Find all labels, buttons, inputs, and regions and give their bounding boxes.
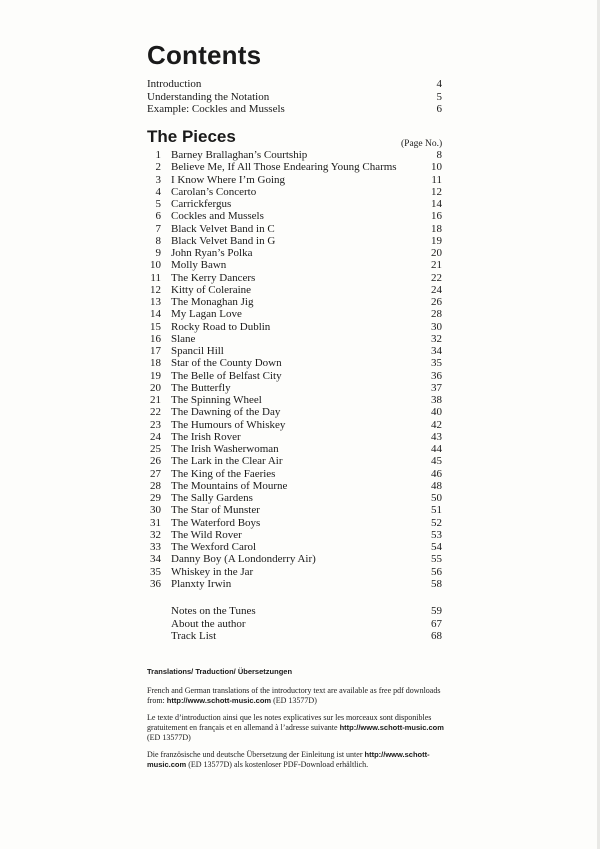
- intro-row[interactable]: [147, 78, 442, 91]
- piece-number: 11: [150, 271, 161, 284]
- page-number-header: (Page No.): [401, 139, 443, 149]
- piece-number: 3: [155, 173, 161, 186]
- piece-page-number: 21: [431, 259, 442, 272]
- piece-row[interactable]: [147, 492, 442, 504]
- piece-page-number: 42: [431, 418, 442, 431]
- piece-title: Kitty of Coleraine: [171, 283, 252, 296]
- piece-number: 29: [150, 492, 161, 504]
- piece-title: The Mountains of Mourne: [171, 479, 288, 492]
- piece-number: 18: [150, 357, 161, 370]
- piece-row[interactable]: [147, 431, 442, 443]
- piece-title: John Ryan’s Polka: [171, 247, 253, 259]
- piece-number: 33: [150, 541, 161, 553]
- piece-number: 15: [150, 320, 161, 333]
- english-edition-ref: (ED 13577D): [271, 696, 317, 705]
- piece-number: 4: [155, 185, 161, 198]
- intro-label: Introduction: [147, 78, 202, 90]
- extra-row[interactable]: [171, 618, 442, 631]
- translations-section: [147, 667, 447, 777]
- intro-label: Understanding the Notation: [147, 90, 270, 103]
- intro-label: Example: Cockles and Mussels: [147, 103, 285, 115]
- piece-page-number: 32: [431, 332, 442, 345]
- piece-title: The Irish Washerwoman: [171, 443, 279, 455]
- piece-page-number: 14: [431, 198, 442, 210]
- piece-row[interactable]: [147, 566, 442, 578]
- piece-number: 14: [150, 308, 161, 321]
- piece-row[interactable]: [147, 210, 442, 222]
- piece-title: The Monaghan Jig: [171, 296, 254, 308]
- piece-number: 16: [150, 332, 161, 345]
- piece-row[interactable]: [147, 308, 442, 320]
- piece-row[interactable]: [147, 419, 442, 431]
- piece-title: The Belle of Belfast City: [171, 369, 282, 382]
- piece-page-number: 37: [431, 381, 442, 394]
- piece-page-number: 12: [431, 185, 442, 198]
- contents-title: Contents: [147, 40, 262, 70]
- piece-row[interactable]: [147, 578, 442, 590]
- piece-page-number: 11: [431, 173, 442, 186]
- piece-number: 34: [150, 553, 161, 566]
- piece-title: Slane: [171, 332, 196, 345]
- german-text: Die französische und deutsche Übersetzung der Einleitung ist unter: [147, 750, 365, 759]
- extra-row[interactable]: [171, 605, 442, 618]
- piece-row[interactable]: [147, 161, 442, 173]
- piece-title: Whiskey in the Jar: [171, 565, 254, 578]
- intro-page-number: 5: [436, 90, 442, 103]
- piece-title: Believe Me, If All Those Endearing Young Charms: [171, 161, 397, 174]
- piece-page-number: 55: [431, 553, 442, 566]
- piece-page-number: 28: [431, 308, 442, 321]
- piece-number: 20: [150, 381, 161, 394]
- piece-page-number: 16: [431, 210, 442, 223]
- french-text: Le texte d’introduction ainsi que les notes explicatives sur les morceaux sont disponibles gratuitement en français et en allemand à l’adresse suivante: [147, 713, 432, 732]
- piece-title: Molly Bawn: [171, 259, 227, 272]
- piece-row[interactable]: [147, 186, 442, 198]
- piece-row[interactable]: [147, 357, 442, 369]
- piece-title: The Waterford Boys: [171, 516, 261, 529]
- piece-page-number: 48: [431, 479, 442, 492]
- piece-title: The Dawning of the Day: [171, 406, 281, 419]
- intro-row[interactable]: [147, 103, 442, 116]
- piece-row[interactable]: [147, 541, 442, 553]
- extra-row[interactable]: [171, 630, 442, 643]
- pieces-list: [147, 149, 442, 590]
- piece-page-number: 19: [431, 234, 442, 247]
- piece-row[interactable]: [147, 455, 442, 467]
- piece-title: Spancil Hill: [171, 345, 224, 357]
- piece-row[interactable]: [147, 529, 442, 541]
- piece-row[interactable]: [147, 259, 442, 271]
- translations-heading: Translations/ Traduction/ Übersetzungen: [147, 667, 293, 676]
- english-text: French and German translations of the introductory text are available as free pdf downloads from:: [147, 686, 441, 705]
- piece-title: The Wexford Carol: [171, 541, 257, 553]
- piece-page-number: 56: [431, 565, 442, 578]
- extras-list: [171, 605, 442, 643]
- piece-number: 36: [150, 577, 161, 590]
- intro-row[interactable]: [147, 91, 442, 104]
- piece-page-number: 30: [431, 320, 442, 333]
- piece-row[interactable]: [147, 235, 442, 247]
- piece-page-number: 43: [431, 430, 442, 443]
- piece-title: I Know Where I’m Going: [171, 173, 286, 186]
- piece-number: 19: [150, 369, 161, 382]
- extra-label: Track List: [171, 630, 217, 642]
- piece-number: 2: [155, 161, 161, 174]
- english-url-link[interactable]: http://www.schott-music.com: [166, 696, 272, 705]
- piece-title: My Lagan Love: [171, 308, 242, 321]
- piece-row[interactable]: [147, 321, 442, 333]
- piece-number: 8: [155, 234, 161, 247]
- piece-number: 21: [150, 394, 161, 406]
- piece-title: The King of the Faeries: [171, 467, 276, 480]
- piece-page-number: 52: [431, 516, 442, 529]
- piece-number: 6: [155, 210, 161, 223]
- piece-title: The Lark in the Clear Air: [171, 455, 283, 468]
- piece-number: 26: [150, 455, 161, 468]
- piece-page-number: 8: [436, 149, 442, 161]
- piece-row[interactable]: [147, 247, 442, 259]
- piece-row[interactable]: [147, 272, 442, 284]
- piece-row[interactable]: [147, 370, 442, 382]
- piece-number: 35: [150, 565, 161, 578]
- piece-number: 25: [150, 443, 161, 455]
- piece-row[interactable]: [147, 517, 442, 529]
- piece-page-number: 36: [431, 369, 442, 382]
- piece-title: Cockles and Mussels: [171, 210, 264, 223]
- piece-title: The Wild Rover: [171, 528, 242, 541]
- piece-page-number: 10: [431, 161, 442, 174]
- extra-page-number: 68: [431, 630, 442, 642]
- piece-title: Carrickfergus: [171, 198, 232, 210]
- piece-page-number: 46: [431, 467, 442, 480]
- piece-page-number: 26: [431, 296, 442, 308]
- piece-row[interactable]: [147, 480, 442, 492]
- piece-number: 27: [150, 467, 161, 480]
- pieces-title: The Pieces: [147, 127, 236, 146]
- piece-row[interactable]: [147, 174, 442, 186]
- piece-number: 1: [155, 149, 161, 161]
- piece-number: 5: [155, 198, 161, 210]
- piece-page-number: 34: [431, 345, 442, 357]
- piece-number: 30: [150, 504, 161, 517]
- piece-title: The Sally Gardens: [171, 492, 253, 504]
- piece-row[interactable]: [147, 296, 442, 308]
- piece-number: 12: [150, 283, 161, 296]
- piece-row[interactable]: [147, 223, 442, 235]
- piece-row[interactable]: [147, 382, 442, 394]
- piece-page-number: 58: [431, 577, 442, 590]
- piece-row[interactable]: [147, 149, 442, 161]
- piece-row[interactable]: [147, 406, 442, 418]
- german-edition-ref: (ED 13577D) als kostenloser PDF-Download erhältlich.: [186, 760, 369, 769]
- intro-list: [147, 78, 442, 116]
- piece-page-number: 53: [431, 528, 442, 541]
- german-url-link[interactable]: http://www.schott-music.com: [147, 750, 430, 769]
- piece-page-number: 40: [431, 406, 442, 419]
- piece-number: 9: [155, 247, 161, 259]
- translation-note-english: [147, 686, 447, 706]
- piece-row[interactable]: [147, 345, 442, 357]
- piece-title: Planxty Irwin: [171, 577, 232, 590]
- piece-title: The Star of Munster: [171, 504, 260, 517]
- piece-title: The Irish Rover: [171, 430, 241, 443]
- piece-row[interactable]: [147, 443, 442, 455]
- piece-page-number: 22: [431, 271, 442, 284]
- piece-title: The Butterfly: [171, 381, 231, 394]
- piece-title: The Humours of Whiskey: [171, 418, 286, 431]
- piece-row[interactable]: [147, 198, 442, 210]
- piece-title: Barney Brallaghan’s Courtship: [171, 149, 308, 161]
- piece-row[interactable]: [147, 553, 442, 565]
- piece-number: 7: [155, 222, 161, 235]
- translation-note-french: [147, 713, 447, 743]
- piece-page-number: 20: [431, 247, 442, 259]
- piece-page-number: 44: [431, 443, 442, 455]
- piece-row[interactable]: [147, 394, 442, 406]
- piece-title: The Spinning Wheel: [171, 394, 262, 406]
- piece-number: 31: [150, 516, 161, 529]
- piece-title: Danny Boy (A Londonderry Air): [171, 553, 316, 566]
- piece-number: 32: [150, 528, 161, 541]
- piece-page-number: 38: [431, 394, 442, 406]
- intro-page-number: 4: [436, 78, 442, 90]
- piece-number: 10: [150, 259, 161, 272]
- french-edition-ref: (ED 13577D): [147, 733, 191, 742]
- piece-page-number: 51: [431, 504, 442, 517]
- piece-row[interactable]: [147, 284, 442, 296]
- extra-label: About the author: [171, 617, 246, 630]
- piece-page-number: 54: [431, 541, 442, 553]
- piece-row[interactable]: [147, 504, 442, 516]
- intro-page-number: 6: [436, 103, 442, 115]
- piece-number: 22: [150, 406, 161, 419]
- piece-number: 24: [150, 430, 161, 443]
- extra-page-number: 67: [431, 617, 442, 630]
- piece-page-number: 18: [431, 222, 442, 235]
- piece-page-number: 35: [431, 357, 442, 370]
- piece-row[interactable]: [147, 468, 442, 480]
- piece-number: 23: [150, 418, 161, 431]
- translation-note-german: [147, 750, 447, 770]
- piece-title: Rocky Road to Dublin: [171, 320, 271, 333]
- piece-number: 28: [150, 479, 161, 492]
- piece-number: 17: [150, 345, 161, 357]
- extra-page-number: 59: [431, 605, 442, 617]
- piece-number: 13: [150, 296, 161, 308]
- extra-label: Notes on the Tunes: [171, 605, 256, 617]
- piece-page-number: 45: [431, 455, 442, 468]
- piece-row[interactable]: [147, 333, 442, 345]
- piece-title: Carolan’s Concerto: [171, 185, 257, 198]
- piece-title: Star of the County Down: [171, 357, 282, 370]
- piece-title: Black Velvet Band in G: [171, 234, 276, 247]
- piece-title: The Kerry Dancers: [171, 271, 256, 284]
- piece-page-number: 24: [431, 283, 442, 296]
- french-url-link[interactable]: http://www.schott-music.com: [339, 723, 444, 732]
- piece-page-number: 50: [431, 492, 442, 504]
- piece-title: Black Velvet Band in C: [171, 222, 275, 235]
